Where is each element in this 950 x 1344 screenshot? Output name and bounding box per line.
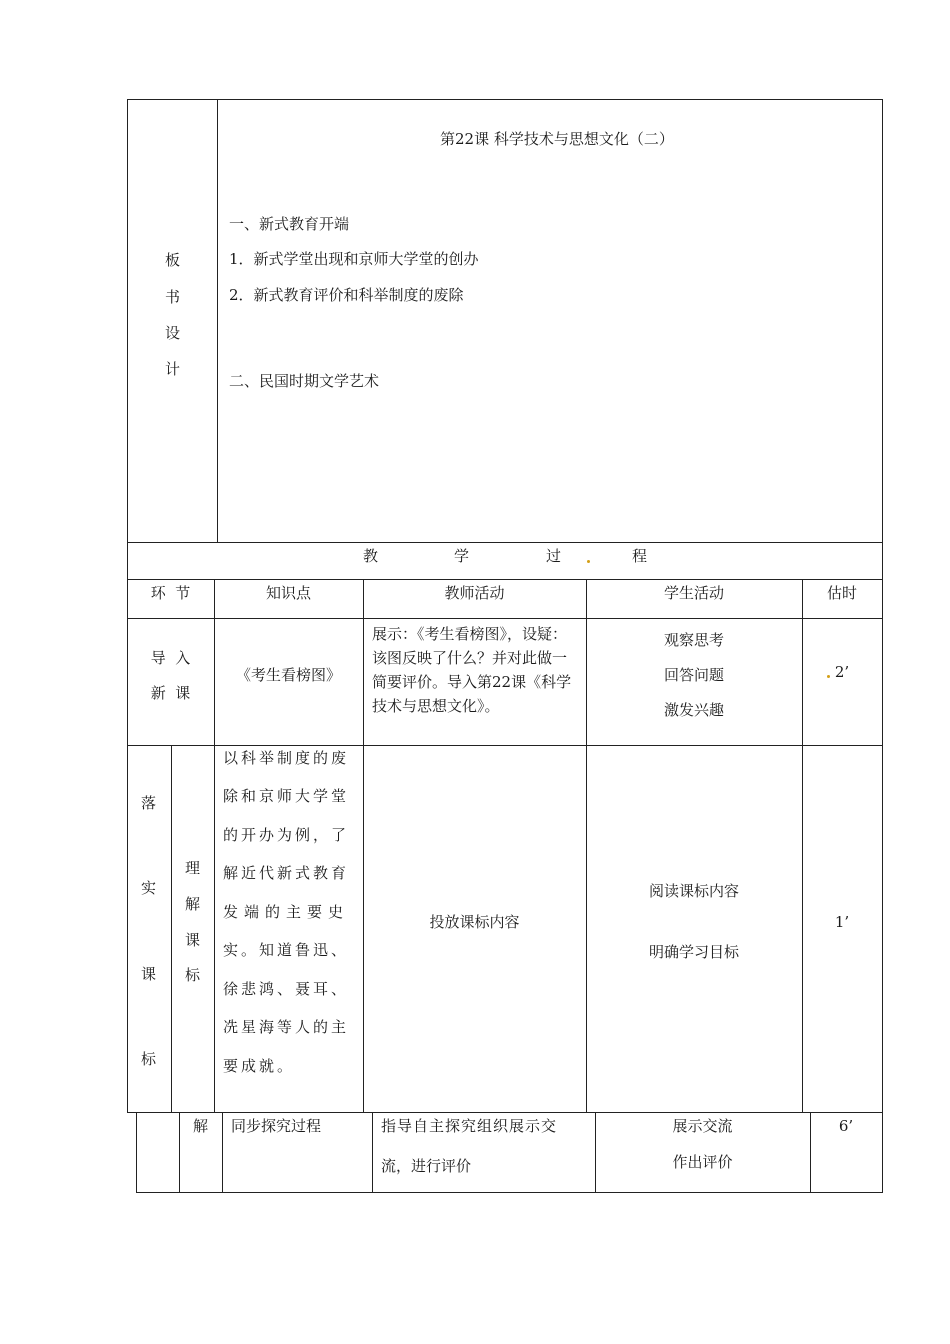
process-heading-char: 教 xyxy=(363,547,379,565)
lesson-title: 第22课 科学技术与思想文化（二） xyxy=(440,130,674,148)
process-heading-char: 程 xyxy=(632,547,648,565)
intro-section-label: 导 入 xyxy=(150,649,191,667)
standards-outer-char: 标 xyxy=(141,1050,157,1068)
standards-outer-char: 实 xyxy=(141,879,157,897)
board-line: 一、新式教育开端 xyxy=(229,215,350,233)
standards-inner-char: 理 xyxy=(185,859,201,877)
standards-student-activity: 阅读课标内容 xyxy=(648,882,739,900)
standards-inner-char: 标 xyxy=(185,966,201,984)
standards-knowledge-line: 解近代新式教育 xyxy=(223,864,350,882)
column-header-section: 环 节 xyxy=(150,584,191,602)
standards-student-activity: 明确学习目标 xyxy=(648,943,739,961)
standards-knowledge-line: 徐悲鸿、聂耳、 xyxy=(223,980,350,998)
explore-student-activity: 作出评价 xyxy=(672,1153,733,1171)
intro-teacher-activity: 展示：《考生看榜图》，设疑：该图反映了什么？并对此做一简要评价。导入第22课《科学技术与思想文化》。 xyxy=(372,625,572,715)
standards-knowledge-line: 实。知道鲁迅、 xyxy=(223,941,350,959)
board-line: 二、民国时期文学艺术 xyxy=(229,372,380,390)
standards-inner-char: 课 xyxy=(185,931,201,949)
standards-knowledge-line: 以科举制度的废 xyxy=(223,749,350,767)
standards-outer-char: 落 xyxy=(141,794,157,812)
column-header-knowledge: 知识点 xyxy=(265,584,311,602)
intro-student-activity: 观察思考 xyxy=(663,631,724,649)
standards-teacher-activity: 投放课标内容 xyxy=(429,913,520,931)
standards-knowledge-line: 要成就。 xyxy=(223,1057,296,1075)
standards-knowledge-line: 发端的主要史 xyxy=(223,903,350,921)
intro-knowledge: 《考生看榜图》 xyxy=(235,666,341,684)
explore-inner-char: 解 xyxy=(193,1117,209,1135)
intro-time: 2’ xyxy=(834,663,850,681)
column-header-teacher: 教师活动 xyxy=(444,584,505,602)
standards-outer-char: 课 xyxy=(141,965,157,983)
intro-student-activity: 激发兴趣 xyxy=(663,701,724,719)
process-heading-char: 学 xyxy=(454,547,470,565)
standards-inner-char: 解 xyxy=(185,895,201,913)
process-heading-char: 过 xyxy=(546,547,562,565)
board-label-char: 板 xyxy=(165,251,181,269)
standards-knowledge-line: 除和京师大学堂 xyxy=(223,787,350,805)
intro-student-activity: 回答问题 xyxy=(663,666,724,684)
board-label-char: 书 xyxy=(165,288,181,306)
explore-teacher-line: 流，进行评价 xyxy=(381,1157,472,1175)
column-header-time: 估时 xyxy=(826,584,857,602)
board-line: 2．新式教育评价和科举制度的废除 xyxy=(229,286,464,304)
board-label-char: 计 xyxy=(165,360,181,378)
decorative-dot xyxy=(587,560,590,563)
board-line: 1．新式学堂出现和京师大学堂的创办 xyxy=(229,250,479,268)
standards-knowledge-line: 的开办为例，了 xyxy=(223,826,350,844)
standards-knowledge-line: 冼星海等人的主 xyxy=(223,1018,350,1036)
explore-time: 6’ xyxy=(838,1117,854,1135)
board-label-char: 设 xyxy=(165,324,181,342)
column-header-student: 学生活动 xyxy=(663,584,724,602)
explore-student-activity: 展示交流 xyxy=(672,1117,733,1135)
standards-time: 1’ xyxy=(834,913,850,931)
intro-section-label: 新 课 xyxy=(150,684,191,702)
explore-teacher-line: 指导自主探究组织展示交 xyxy=(381,1117,558,1135)
explore-knowledge: 同步探究过程 xyxy=(231,1117,322,1135)
